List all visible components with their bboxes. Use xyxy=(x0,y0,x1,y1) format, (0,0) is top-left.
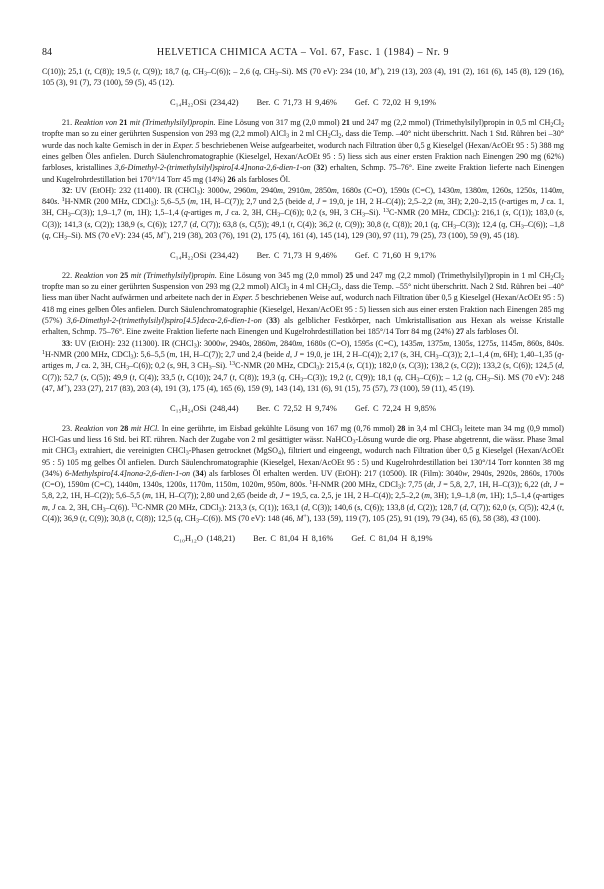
elemental-analysis-1 xyxy=(42,97,564,108)
molecular-formula: C₁₄H₂₂OSi (234,42) xyxy=(170,98,239,108)
elemental-analysis-2 xyxy=(42,250,564,261)
page-body xyxy=(42,66,564,553)
elemental-analysis-3 xyxy=(42,403,564,414)
calculated-values: Ber. C 71,73 H 9,46% xyxy=(256,98,337,108)
paragraph-continued: C(10)); 25,1 (t, C(8)); 19,5 (t, C(9)); 18,7 (q, $CH_3-C(6)$); – 2,6 (q, $CH_3-Si$). MS (70 eV): 234 (10, M+), 219 (13), 203 (4), 191 (2), 161 (6), 145 (8), 129 (16), 105 (3), 91 (7), 73 (100), 59 (5), 45 (12). xyxy=(42,67,565,88)
found-values: Gef. C 72,24 H 9,85% xyxy=(354,403,436,413)
page-number: 84 xyxy=(42,47,52,58)
elemental-analysis-4 xyxy=(42,533,564,544)
paragraph-reaction-23: 23. Reaktion von 28 mit HCl. In eine gerührte, im Eisbad gekühlte Lösung von 167 mg (0,76 mmol) 28 in 3,4 ml CHCl$_3$ leitete man 34 mg (0,9 mmol) HCl-Gas und liess 16 Std. bei RT. rühren. Nach der Zugabe von 2 ml gesättigter wässr. NaHCO$_3$-Lösung wurde die org. Phase abgetrennt, die wässr. Phase 3mal mit CHCl$_3$ extrahiert, die vereinigten CHCl$_3$-Phasen getrocknet (MgSO$_4$), filtriert und eingeengt, wodurch nach Filtration über 0,5 g Kieselgel (Hexan/AcOEt 95 : 5) 105 mg gelbes Öl anfielen. Durch Säulenchromatographie (Kieselgel, Hexan/AcOEt 95 : 5) und Kugelrohrdestillation bei 130°/14 Torr konnten 38 mg (34%) 6-Methylspiro[4.4]nona-2,6-dien-1-on (34) als farbloses Öl erhalten werden. UV (EtOH): 217 (10500). IR (Film): 3040w, 2940s, 2920s, 2860s, 1700s (C=O), 1590m (C=C), 1440m, 1340s, 1200s, 1170m, 1150m, 1020m, 950m, 800s. $^1$H-NMR (200 MHz, CDCl$_3$): 7,75 (dt, J = 5,8, 2,7, 1H, H–C(3)); 6,22 (dt, J = 5,8, 2,2, 1H, H–C(2)); 5,6–5,5 (m, 1H, H–C(7)); 2,80 und 2,65 (beide dt, J = 19,5, ca. 2,5, je 1H, 2 H–C(4)); 2,5–2,2 (m, 3H); 1,9–1,8 (m, 1H); 1,5–1,4 (q-artiges m, J ca. 2, 3H, $CH_3-C(6)$). $^{13}$C-NMR (20 MHz, CDCl$_3$): 213,3 (s, C(1)); 163,1 (d, C(3)); 140,6 (s, C(6)); 133,8 (d, C(2)); 128,7 (d, C(7)); 62,0 (s, C(5)); 42,4 (t, C(4)); 36,9 (t, C(9)); 30,8 (t, C(8)); 12,5 (q, $CH_3-C(6)$). MS (70 eV): 148 (46, M+), 133 (59), 119 (7), 105 (25), 91 (19), 79 (34), 65 (6), 58 (38), 43 (100). xyxy=(42,423,565,525)
found-values: Gef. C 71,60 H 9,17% xyxy=(354,250,436,260)
calculated-values: Ber. C 72,52 H 9,74% xyxy=(256,403,337,413)
running-title: HELVETICA CHIMICA ACTA – Vol. 67, Fasc. 1 (1984) – Nr. 9 xyxy=(156,47,450,58)
paragraph-reaction-21: 21. Reaktion von 21 mit (Trimethylsilyl)propin. Eine Lösung von 317 mg (2,0 mmol) 21 und 247 mg (2,2 mmol) (Trimethylsilyl)propin in 0,5 ml $CH_2Cl_2$ tropfte man so zu einer gerührten Suspension von 293 mg (2,2 mmol) AlCl$_3$ in 2 ml $CH_2Cl_2$, dass die Temp. –40° nicht überschritt. Nach 1 Std. Rühren bei –30° wurde das noch kalte Gemisch in der in Exper. 5 beschriebenen Weise aufgearbeitet, wodurch nach Filtration über 0,5 g Kieselgel (Hexan/AcOEt 95 : 5) 388 mg eines gelben Öles anfielen. Durch Säulenchromatographie (Kieselgel, Hexan/AcOEt 95 : 5) liess sich aus einer ersten Fraktion nach Einengen 290 mg (62%) farbloses, kristallines 3,6-Dimethyl-2-(trimethylsilyl)spiro[4.4]nona-2,6-dien-1-on (32) erhalten, Schmp. 75–76°. Eine zweite Fraktion lieferte nach Einengen und Kugelrohrdestillation bei 170°/14 Torr 45 mg (14%) 26 als farbloses Öl. xyxy=(42,118,564,184)
paragraph-data-33: 33: UV (EtOH): 232 (11300). IR (CHCl$_3$): 3000w, 2940s, 2860m, 2840m, 1680s (C=O), 1595s (C=C), 1435m, 1375m, 1305s, 1275s, 1145m, 860s, 840s. $^1$H-NMR (200 MHz, CDCl$_3$): 5,6–5,5 (m, 1H, H–C(7)); 2,7 und 2,4 (beide d, J = 19,0, je 1H, 2 H–C(4)); 2,17 (s, 3H, $CH_3-C(3)$); 2,1–1,4 (m, 6H); 1,40–1,35 (q-artiges m, J ca. 2, 3H, $CH_3-C(6)$); 0,2 (s, 9H, 3 $CH_3-Si$). $^{13}$C-NMR (20 MHz, CDCl$_3$): 215,4 (s, C(1)); 182,0 (s, C(3)); 138,2 (s, C(2)); 133,2 (s, C(6)); 124,5 (d, C(7)); 52,7 (s, C(5)); 49,9 (t, C(4)); 33,5 (t, C(10)); 24,7 (t, C(8)); 19,3 (q, $CH_3-C(3)$); 19,2 (t, C(9)); 18,1 (q, $CH_3-C(6)$); – 1,2 (q, $CH_3-Si$). MS (70 eV): 248 (47, M+), 233 (27), 217 (83), 203 (4), 191 (3), 175 (4), 165 (6), 159 (9), 143 (14), 131 (6), 91 (15), 75 (57), 73 (100), 59 (11), 45 (19). xyxy=(42,338,565,393)
calculated-values: Ber. C 71,73 H 9,46% xyxy=(256,250,337,260)
found-values: Gef. C 81,04 H 8,19% xyxy=(351,533,433,543)
molecular-formula: C₁₅H₂₄OSi (248,44) xyxy=(170,403,239,413)
found-values: Gef. C 72,02 H 9,19% xyxy=(354,98,436,108)
page-header xyxy=(42,46,564,60)
paragraph-reaction-22: 22. Reaktion von 25 mit (Trimethylsilyl)propin. Eine Lösung von 345 mg (2,0 mmol) 25 und 247 mg (2,2 mmol) (Trimethylsilyl)propin in 1 ml $CH_2Cl_2$ tropfte man so zu einer gerührten Suspension von 293 mg (2,2 mmol) AlCl$_3$ in 4 ml $CH_2Cl_2$, dass die Temp. –55° nicht überschritt. Nach 2 Std. Rühren bei –40° liess man über Nacht aufwärmen und arbeitete nach der in Exper. 5 beschriebenen Weise auf, wodurch nach Filtration über 0,5 g Kieselgel (Hexan/AcOEt 95 : 5) 418 mg eines gelben Öles anfielen. Durch Säulenchromatographie (Kieselgel, Hexan/AcOEt 95 : 5) liessen sich aus einer ersten Fraktion nach Einengen 285 mg (57%) 3,6-Dimethyl-2-(trimethylsilyl)spiro[4.5]deca-2,6-dien-1-on (33) als gelblicher Festkörper, nach Umkristallisation aus Hexan als weisse Kristalle erhalten, Schmp. 75–76°. Eine zweite Fraktion lieferte nach Einengen und Kugelrohrdestillation bei 185°/14 Torr 84 mg (24%) 27 als farbloses Öl. xyxy=(42,270,565,337)
calculated-values: Ber. C 81,04 H 8,16% xyxy=(253,533,334,543)
molecular-formula: C₁₀H₁₂O (148,21) xyxy=(173,533,236,543)
paragraph-data-32: 32: UV (EtOH): 232 (11400). IR (CHCl$_3$): 3000w, 2960m, 2940m, 2910m, 2850m, 1680s (C=O), 1590s (C=C), 1430m, 1380m, 1260s, 1250s, 1140m, 840s. $^1$H-NMR (200 MHz, CDCl$_3$): 5,6–5,5 (m, 1H, H–C(7)); 2,7 und 2,5 (beide d, J = 19,0, je 1H, 2 H–C(4)); 2,5–2,2 (m, 3H); 2,20–2,15 (t-artiges m, J ca. 1, 3H, $CH_3-C(3)$); 1,9–1,7 (m, 1H); 1,5–1,4 (q-artiges m, J ca. 2, 3H, $CH_3-C(6)$); 0,2 (s, 9H, 3 $CH_3-Si$). $^{13}$C-NMR (20 MHz, CDCl$_3$): 216,1 (s, C(1)); 183,0 (s, C(3)); 141,3 (s, C(2)); 138,9 (s, C(6)); 127,7 (d, C(7)); 63,8 (s, C(5)); 49,1 (t, C(4)); 36,2 (t, C(9)); 30,8 (t, C(8)); 20,1 (q, $CH_3-C(3)$); 12,4 (q, $CH_3-C(6)$); –1,8 (q, $CH_3-Si$). MS (70 eV): 234 (45, M+), 219 (38), 203 (76), 191 (2), 175 (4), 161 (4), 145 (14), 129 (30), 97 (11), 79 (25), 73 (100), 59 (9), 45 (18). xyxy=(42,185,565,242)
molecular-formula: C₁₄H₂₂OSi (234,42) xyxy=(170,250,239,260)
